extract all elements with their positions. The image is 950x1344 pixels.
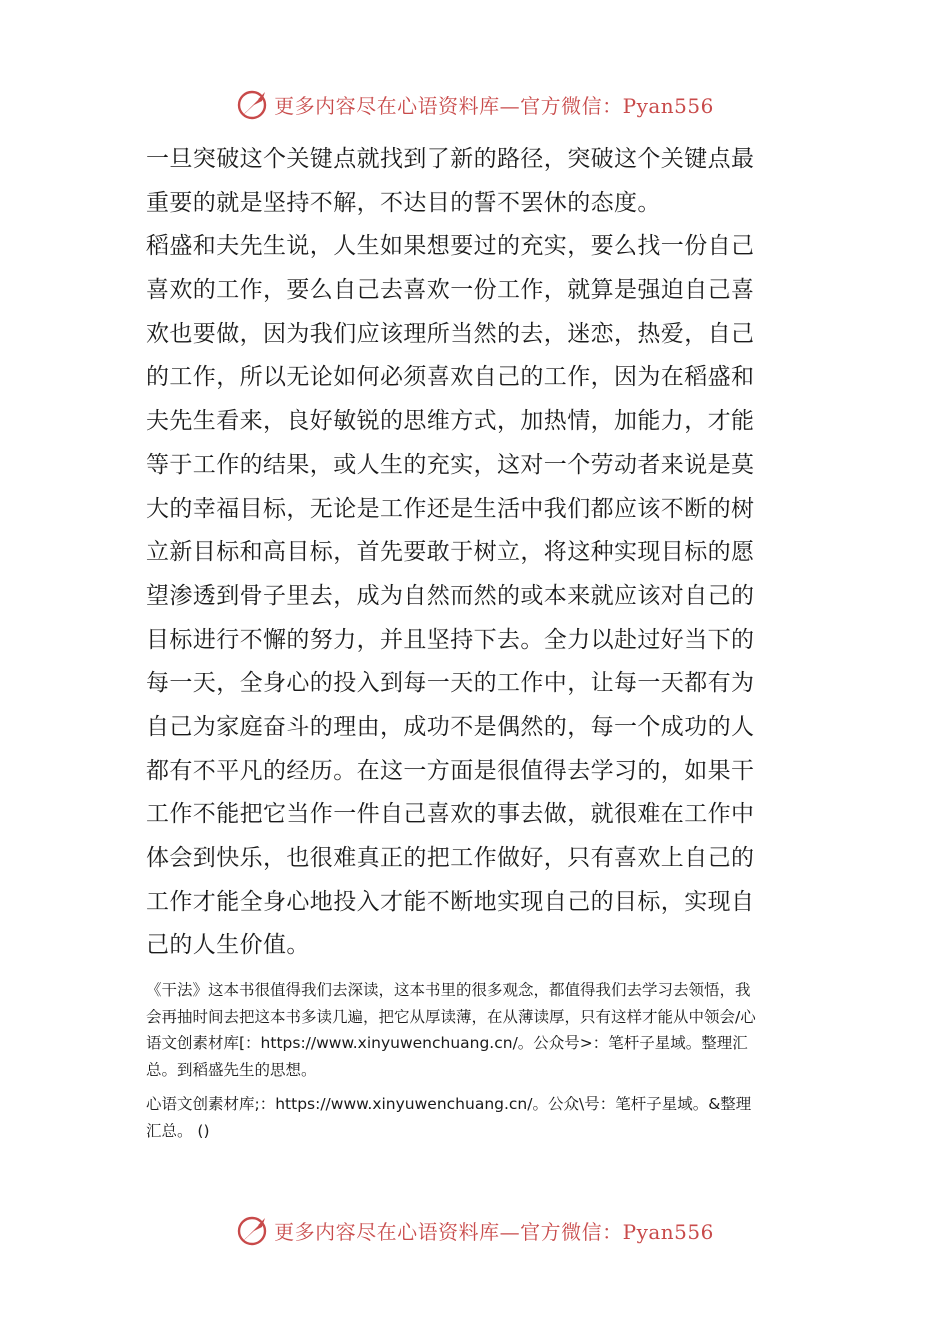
footer-banner (0, 1210, 950, 1250)
body-line: 工作不能把它当作一件自己喜欢的事去做，就很难在工作中 (146, 801, 755, 828)
body-line: 的工作，所以无论如何必须喜欢自己的工作，因为在稻盛和 (146, 364, 755, 391)
note-line: 语文创素材库[：https://www.xinyuwenchuang.cn/。公众号>：笔杆子星域。整理汇 (146, 1034, 748, 1053)
body-line: 喜欢的工作，要么自己去喜欢一份工作，就算是强迫自己喜 (146, 277, 755, 304)
body-line: 自己为家庭奋斗的理由，成功不是偶然的，每一个成功的人 (146, 713, 755, 740)
body-line: 己的人生价值。 (146, 932, 310, 959)
header-banner-text: 更多内容尽在心语资料库—官方微信：Pyan556 (274, 93, 714, 118)
source-line: 汇总。 () (146, 1121, 210, 1140)
body-line: 稻盛和夫先生说，人生如果想要过的充实，要么找一份自己 (146, 233, 755, 260)
note-line: 《干法》这本书很值得我们去深读，这本书里的很多观念，都值得我们去学习去领悟，我 (146, 981, 751, 1000)
body-line: 望渗透到骨子里去，成为自然而然的或本来就应该对自己的 (146, 582, 755, 609)
body-line: 都有不平凡的经历。在这一方面是很值得去学习的，如果干 (146, 757, 755, 784)
body-line: 每一天，全身心的投入到每一天的工作中，让每一天都有为 (146, 670, 755, 697)
body-line: 大的幸福目标，无论是工作还是生活中我们都应该不断的树 (146, 495, 755, 522)
document-content (146, 138, 808, 1144)
body-line: 等于工作的结果，或人生的充实，这对一个劳动者来说是莫 (146, 451, 755, 478)
body-paragraphs (146, 138, 808, 968)
body-line: 夫先生看来，良好敏锐的思维方式，加热情，加能力，才能 (146, 408, 755, 435)
footer-banner-text: 更多内容尽在心语资料库—官方微信：Pyan556 (274, 1219, 714, 1244)
header-banner (0, 84, 950, 124)
book-note-paragraph (146, 977, 808, 1083)
body-line: 欢也要做，因为我们应该理所当然的去，迷恋，热爱，自己 (146, 320, 755, 347)
source-paragraph (146, 1091, 808, 1144)
body-line: 立新目标和高目标，首先要敢于树立，将这种实现目标的愿 (146, 539, 755, 566)
body-line: 工作才能全身心地投入才能不断地实现自己的目标，实现自 (146, 888, 755, 915)
body-line: 重要的就是坚持不解，不达目的誓不罢休的态度。 (146, 189, 661, 216)
quill-logo-icon (236, 87, 270, 121)
body-line: 一旦突破这个关键点就找到了新的路径，突破这个关键点最 (146, 146, 755, 172)
source-line: 心语文创素材库;：https://www.xinyuwenchuang.cn/。公众\号：笔杆子星域。&整理 (146, 1095, 752, 1114)
note-line: 会再抽时间去把这本书多读几遍，把它从厚读薄，在从薄读厚，只有这样才能从中领会/心 (146, 1007, 756, 1026)
note-line: 总。到稻盛先生的思想。 (146, 1060, 317, 1079)
body-line: 体会到快乐，也很难真正的把工作做好，只有喜欢上自己的 (146, 845, 755, 871)
quill-logo-icon (236, 1213, 270, 1247)
body-line: 目标进行不懈的努力，并且坚持下去。全力以赴过好当下的 (146, 626, 755, 653)
